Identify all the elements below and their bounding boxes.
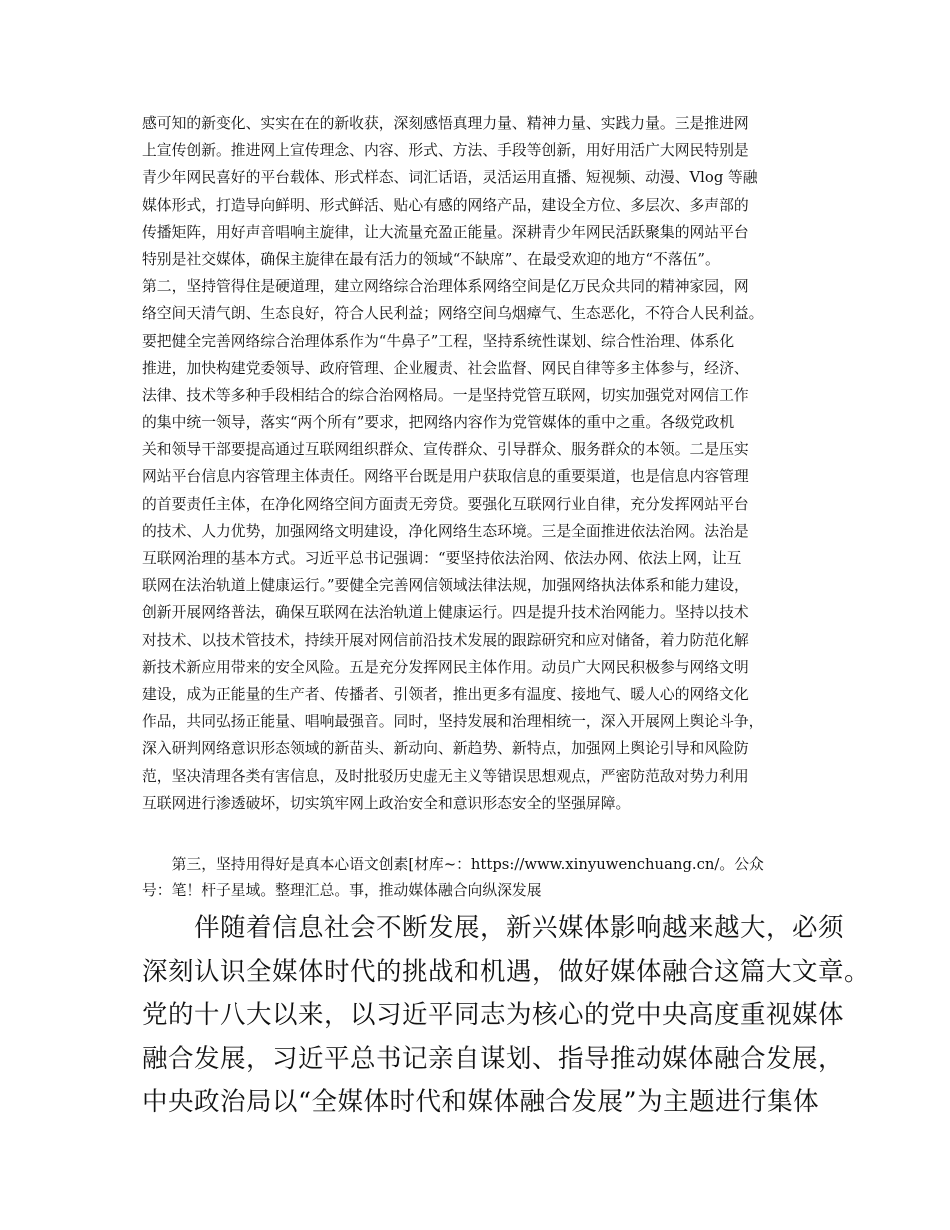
large-text-line: 中央政治局以“全媒体时代和媒体融合发展”为主题进行集体 — [142, 1087, 820, 1118]
body-line: 关和领导干部要提高通过互联网组织群众、宣传群众、引导群众、服务群众的本领。二是压实 — [142, 441, 749, 459]
body-line: 媒体形式，打造导向鲜明、形式鲜活、贴心有感的网络产品，建设全方位、多层次、多声部的 — [142, 196, 749, 214]
body-line: 青少年网民喜好的平台载体、形式样态、词汇话语，灵活运用直播、短视频、动漫、Vlog 等融 — [142, 169, 758, 187]
large-text-line: 党的十八大以来，以习近平同志为核心的党中央高度重视媒体 — [142, 1000, 845, 1031]
body-line: 的首要责任主体，在净化网络空间方面责无旁贷。要强化互联网行业自律，充分发挥网站平台 — [142, 495, 749, 513]
body-line: 网站平台信息内容管理主体责任。网络平台既是用户获取信息的重要渠道，也是信息内容管理 — [142, 468, 749, 486]
body-line: 联网在法治轨道上健康运行。”要健全完善网信领域法律法规，加强网络执法体系和能力建设， — [142, 577, 749, 595]
body-line: 上宣传创新。推进网上宣传理念、内容、形式、方法、手段等创新，用好用活广大网民特别是 — [142, 142, 749, 160]
section-heading-line: 第三，坚持用得好是真本心语文创素[材库~：https://www.xinyuwenchuang.cn/。公众 — [142, 856, 764, 873]
section-heading — [142, 852, 822, 904]
body-line: 感可知的新变化、实实在在的新收获，深刻感悟真理力量、精神力量、实践力量。三是推进网 — [142, 115, 749, 132]
large-text-line: 融合发展，习近平总书记亲自谋划、指导推动媒体融合发展， — [142, 1043, 845, 1074]
body-line: 作品，共同弘扬正能量、唱响最强音。同时，坚持发展和治理相统一，深入开展网上舆论斗争， — [142, 713, 764, 731]
body-text-block — [142, 110, 822, 817]
body-line: 的技术、人力优势，加强网络文明建设，净化网络生态环境。三是全面推进依法治网。法治是 — [142, 522, 749, 540]
body-line: 建设，成为正能量的生产者、传播者、引领者，推出更多有温度、接地气、暖人心的网络文化 — [142, 685, 749, 703]
body-line: 对技术、以技术管技术，持续开展对网信前沿技术发展的跟踪研究和应对储备，着力防范化解 — [142, 631, 749, 649]
body-line: 特别是社交媒体，确保主旋律在最有活力的领域“不缺席”、在最受欢迎的地方“不落伍”。 — [142, 250, 720, 268]
body-line: 创新开展网络普法，确保互联网在法治轨道上健康运行。四是提升技术治网能力。坚持以技术 — [142, 604, 749, 622]
body-line: 推进，加快构建党委领导、政府管理、企业履责、社会监督、网民自律等多主体参与，经济、 — [142, 359, 749, 377]
body-line: 新技术新应用带来的安全风险。五是充分发挥网民主体作用。动员广大网民积极参与网络文明 — [142, 658, 749, 676]
body-line: 的集中统一领导，落实“两个所有”要求，把网络内容作为党管媒体的重中之重。各级党政机 — [142, 414, 735, 432]
body-line: 范，坚决清理各类有害信息，及时批驳历史虚无主义等错误思想观点，严密防范敌对势力利用 — [142, 767, 749, 785]
body-line: 要把健全完善网络综合治理体系作为“牛鼻子”工程，坚持系统性谋划、综合性治理、体系化 — [142, 332, 735, 350]
large-text-line: 伴随着信息社会不断发展，新兴媒体影响越来越大，必须 — [142, 913, 845, 943]
large-text-block — [142, 907, 942, 1125]
body-line: 深入研判网络意识形态领域的新苗头、新动向、新趋势、新特点，加强网上舆论引导和风险防 — [142, 740, 749, 758]
body-line: 络空间天清气朗、生态良好，符合人民利益；网络空间乌烟瘴气、生态恶化，不符合人民利益。 — [142, 305, 764, 323]
body-line: 互联网治理的基本方式。习近平总书记强调：“要坚持依法治网、依法办网、依法上网，让互 — [142, 550, 742, 567]
body-line: 传播矩阵，用好声音唱响主旋律，让大流量充盈正能量。深耕青少年网民活跃聚集的网站平台 — [142, 223, 749, 241]
body-line: 法律、技术等多种手段相结合的综合治网格局。一是坚持党管互联网，切实加强党对网信工作 — [142, 386, 749, 404]
large-text-line: 深刻认识全媒体时代的挑战和机遇，做好媒体融合这篇大文章。 — [142, 956, 871, 987]
body-line: 互联网进行渗透破坏，切实筑牢网上政治安全和意识形态安全的坚强屏障。 — [142, 794, 631, 812]
section-heading-line: 号：笔！杆子星域。整理汇总。事，推动媒体融合向纵深发展 — [142, 882, 542, 899]
body-line: 第二，坚持管得住是硬道理，建立网络综合治理体系网络空间是亿万民众共同的精神家园，网 — [142, 278, 749, 296]
